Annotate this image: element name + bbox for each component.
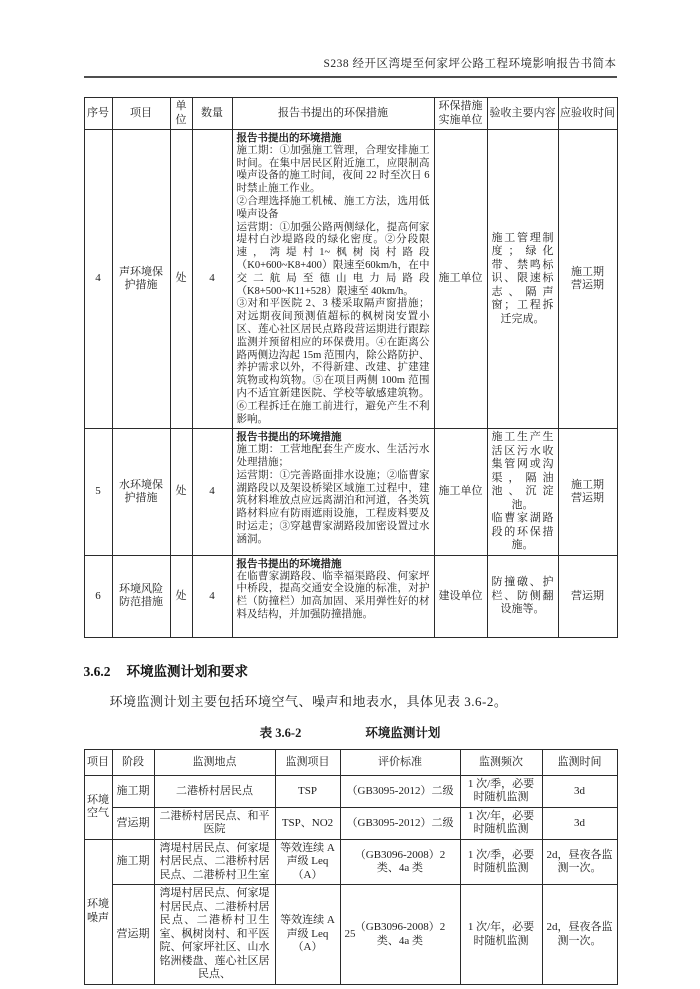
seq-cell: 4 — [84, 130, 112, 429]
t1-header-row — [84, 98, 617, 130]
measures-paragraph: 运营期：①完善路面排水设施；②临曹家湖路段以及架设桥梁区域施工过程中，建筑材料堆放点应远离湖泊和河道，各类筑路材料应有防雨遮雨设施，工程废料要及时运走；③穿越曹家湖路段加密设置过水涵洞。 — [236, 469, 430, 545]
time-cell — [558, 555, 617, 637]
unit-cell: 处 — [170, 429, 192, 556]
location-cell: 二港桥村居民点、和平医院 — [154, 807, 275, 839]
table-row-noise-protection — [84, 130, 617, 429]
item-cell: 环境风险防范措施 — [112, 555, 170, 637]
table-row-noise-construction — [84, 839, 617, 885]
section-heading — [84, 660, 617, 680]
category-cell-noise: 环境噪声 — [84, 839, 112, 984]
table-caption-title: 环境监测计划 — [365, 725, 441, 740]
time-cell — [558, 429, 617, 556]
measures-paragraph: 施工期：①加强施工管理，合理安排施工时间。在集中居民区附近施工，应限制高噪声设备的施工时间，夜间 22 时至次日 6 时禁止施工作业。 — [236, 144, 430, 195]
eco-measures-table — [84, 97, 618, 638]
qty-cell: 4 — [192, 555, 232, 637]
time-line: 营运期 — [571, 279, 604, 292]
param-cell: TSP、NO2 — [275, 807, 340, 839]
location-cell: 湾堤村居民点、何家堤村居民点、二港桥村居民点、二港桥村卫生室 — [154, 839, 275, 885]
monitoring-plan-table — [84, 749, 618, 985]
table-caption — [84, 723, 617, 741]
table-row-water-protection — [84, 429, 617, 556]
t1-header-qty: 数量 — [192, 98, 232, 130]
header-title: S238 经开区湾堤至何家坪公路工程环境影响报告书简本 — [323, 58, 617, 70]
measures-paragraph: ②合理选择施工机械、施工方法，选用低噪声设备 — [236, 195, 430, 220]
qty-cell: 4 — [192, 429, 232, 556]
standard-cell: （GB3095-2012）二级 — [340, 775, 460, 807]
t2-header-standard: 评价标准 — [340, 749, 460, 775]
t2-header-category: 项目 — [84, 749, 112, 775]
section-title: 环境监测计划和要求 — [126, 663, 248, 679]
param-cell: TSP — [275, 775, 340, 807]
table-row-air-construction — [84, 775, 617, 807]
frequency-cell: 1 次/季，必要时随机监测 — [460, 775, 542, 807]
seq-cell: 5 — [84, 429, 112, 556]
page-content — [84, 0, 617, 985]
acceptance-text: 施工生产生活区污水收集管网或沟渠，隔油池、沉淀池。 — [491, 431, 554, 511]
measures-paragraph: ③对和平医院 2、3 楼采取隔声窗措施；对远期夜间预测值超标的枫树岗安置小区、莲心社区居民点路段营运期进行跟踪监测并预留相应的环保费用。④在距离公路两侧边沟起 15m 范围内，除公路防护、养护需求以外，不得新建、改建、扩建建筑物或构筑物。⑤在项目两侧 100m 范围内不适宜新建医院、学校等敏感建筑物。⑥工程拆迁在施工前进行，避免产生不利影响。 — [236, 298, 430, 425]
t1-header-implementer: 环保措施实施单位 — [434, 98, 487, 130]
item-cell: 水环境保护措施 — [112, 429, 170, 556]
section-number: 3.6.2 — [83, 663, 111, 679]
standard-cell: （GB3096-2008）2 类、4a 类 — [340, 885, 460, 985]
page-number: 25 — [344, 928, 356, 940]
measures-title: 报告书提出的环境措施 — [236, 431, 342, 444]
t2-header-location: 监测地点 — [154, 749, 275, 775]
param-cell: 等效连续 A 声级 Leq（A） — [275, 885, 340, 985]
measures-paragraph: 施工期：工营地配套生产废水、生活污水处理措施； — [236, 444, 430, 468]
measures-paragraph: 在临曹家湖路段、临幸福渠路段、何家坪中桥段，提高交通安全设施的标准，对护栏（防撞栏）加高加固、采用弹性好的材料及结构，并加强防撞措施。 — [236, 570, 430, 621]
acceptance-cell — [487, 555, 558, 637]
document-header — [84, 55, 617, 78]
location-cell: 二港桥村居民点 — [154, 775, 275, 807]
standard-cell: （GB3096-2008）2 类、4a 类 — [340, 839, 460, 885]
location-cell: 湾堤村居民点、何家堤村居民点、二港桥村居民点、二港桥村卫生室、枫树岗村、和平医院、何家坪社区、山水铭洲楼盘、莲心社区居民点、 — [154, 885, 275, 985]
t1-header-item: 项目 — [112, 98, 170, 130]
time-cell — [558, 130, 617, 429]
qty-cell: 4 — [192, 130, 232, 429]
duration-cell: 2d，昼夜各监测一次。 — [542, 885, 617, 985]
category-cell-air: 环境空气 — [84, 775, 112, 839]
acceptance-cell — [487, 130, 558, 429]
param-cell: 等效连续 A 声级 Leq（A） — [275, 839, 340, 885]
measures-cell — [232, 130, 434, 429]
time-line: 营运期 — [571, 589, 604, 602]
measures-cell — [232, 555, 434, 637]
table-row-air-operation — [84, 807, 617, 839]
frequency-cell: 1 次/季，必要时随机监测 — [460, 839, 542, 885]
unit-cell: 处 — [170, 555, 192, 637]
measures-title: 报告书提出的环境措施 — [236, 557, 342, 570]
measures-paragraph: 运营期：①加强公路两侧绿化，提高何家堤村白沙堤路段的绿化密度。②分段限速，湾堤村1~枫树岗村路段（K0+600~K8+400）限速至60km/h，在中交二航局至德山电力局路段（K8+500~K11+528）限速至 40km/h。 — [236, 221, 430, 297]
frequency-cell: 1 次/年，必要时随机监测 — [460, 885, 542, 985]
acceptance-text: 施工管理制度；绿化带、禁鸣标识、限速标志、隔声窗；工程拆迁完成。 — [491, 231, 554, 325]
table-caption-label: 表 3.6-2 — [259, 725, 302, 740]
t2-header-param: 监测项目 — [275, 749, 340, 775]
seq-cell: 6 — [84, 555, 112, 637]
t1-header-unit: 单位 — [170, 98, 192, 130]
measures-title: 报告书提出的环境措施 — [236, 132, 342, 144]
body-paragraph: 环境监测计划主要包括环境空气、噪声和地表水，具体见表 3.6-2。 — [109, 693, 508, 709]
t1-header-acceptance: 验收主要内容 — [487, 98, 558, 130]
unit-cell: 处 — [170, 130, 192, 429]
duration-cell: 3d — [542, 775, 617, 807]
t2-header-duration: 监测时间 — [542, 749, 617, 775]
standard-cell: （GB3095-2012）二级 — [340, 807, 460, 839]
t1-header-time: 应验收时间 — [558, 98, 617, 130]
header-rule — [84, 76, 617, 78]
t2-header-stage: 阶段 — [112, 749, 154, 775]
stage-cell: 施工期 — [112, 775, 154, 807]
item-cell: 声环境保护措施 — [112, 130, 170, 429]
implementer-cell: 施工单位 — [434, 429, 487, 556]
acceptance-cell — [487, 429, 558, 556]
t2-header-row — [84, 749, 617, 775]
t1-header-measures: 报告书提出的环保措施 — [232, 98, 434, 130]
implementer-cell: 建设单位 — [434, 555, 487, 637]
stage-cell: 营运期 — [112, 807, 154, 839]
duration-cell: 3d — [542, 807, 617, 839]
acceptance-text: 防撞礅、护栏、防侧翻设施等。 — [491, 576, 554, 616]
t1-header-seq: 序号 — [84, 98, 112, 130]
time-line: 施工期 — [571, 265, 604, 278]
t2-header-frequency: 监测频次 — [460, 749, 542, 775]
implementer-cell: 施工单位 — [434, 130, 487, 429]
measures-cell — [232, 429, 434, 556]
stage-cell: 营运期 — [112, 885, 154, 985]
acceptance-text: 临曹家湖路段的环保措施。 — [491, 512, 554, 552]
frequency-cell: 1 次/年，必要时随机监测 — [460, 807, 542, 839]
stage-cell: 施工期 — [112, 839, 154, 885]
table-row-risk-prevention — [84, 555, 617, 637]
time-line: 施工期 — [571, 478, 604, 491]
time-line: 营运期 — [571, 492, 604, 505]
duration-cell: 2d，昼夜各监测一次。 — [542, 839, 617, 885]
